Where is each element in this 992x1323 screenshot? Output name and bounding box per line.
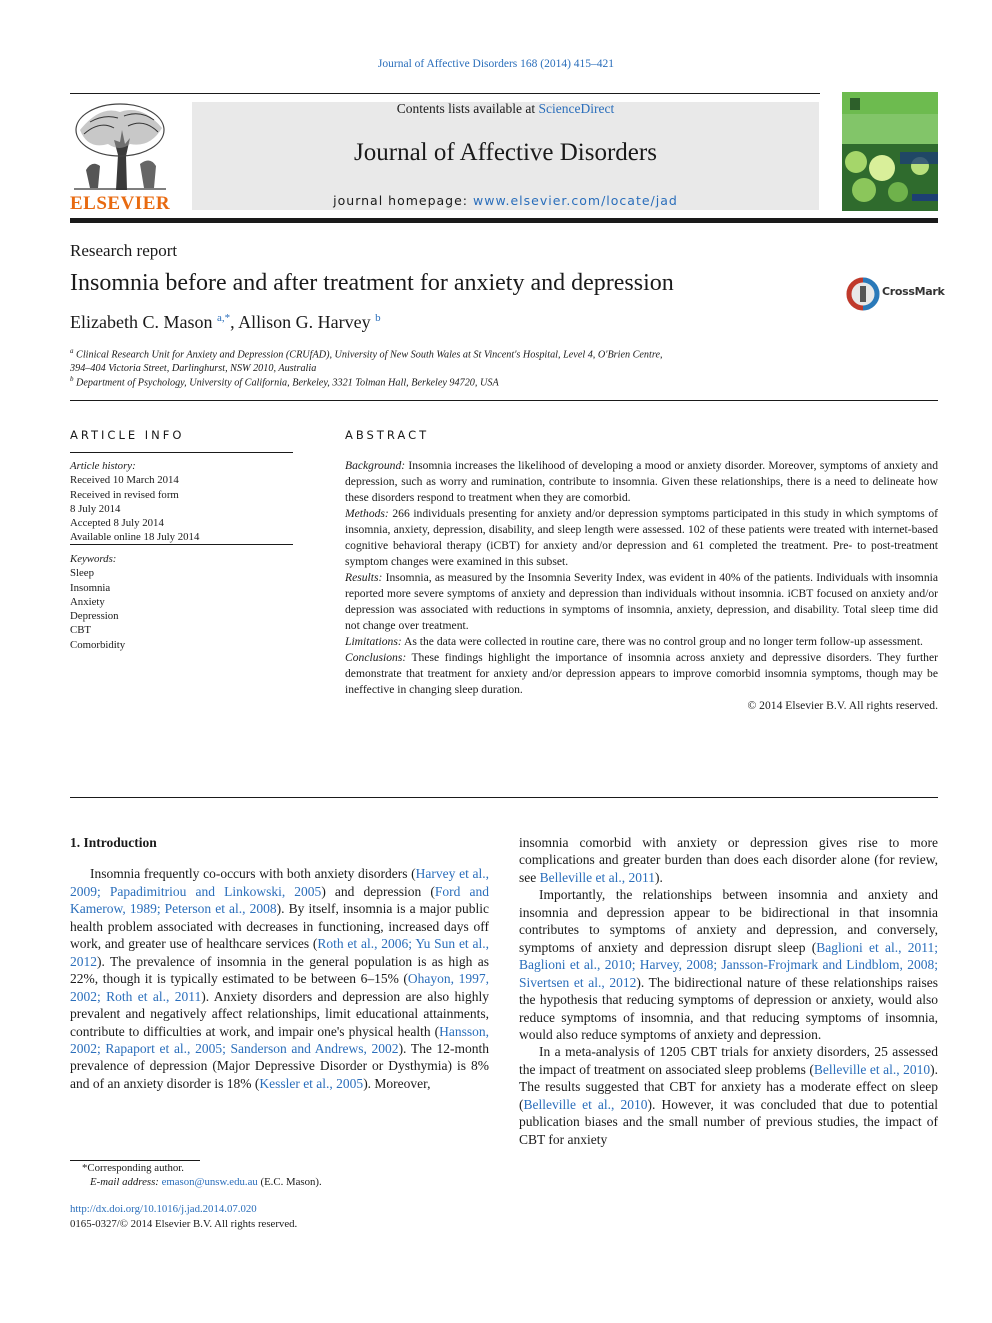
crossmark-icon bbox=[845, 276, 885, 312]
corresponding-author-text: Corresponding author. bbox=[87, 1162, 184, 1174]
citation-link[interactable]: Ford and Kamerow, 1989; Peterson et al., 2008 bbox=[70, 883, 489, 917]
citation-link[interactable]: Harvey et al., 2009; Papadimitriou and Linkowski, 2005 bbox=[70, 866, 489, 899]
citation-link[interactable]: Belleville et al., 2011 bbox=[539, 869, 655, 885]
paragraph-text: ). Anxiety disorders and depression are also highly prevalent and negatively affect relationships, limit educational attainments, contribute to difficulties at work, and impair one's physical health ( bbox=[70, 988, 489, 1039]
history-item: Received in revised form bbox=[70, 488, 179, 501]
abstract-section-text: Insomnia, as measured by the Insomnia Severity Index, was evident in 40% of the patients. Individuals with insomnia reported more severe symptoms of anxiety and depression than individuals without insomnia. iCBT focused on anxiety and/or depression was associated with reductions in symptoms of insomnia, anxiety, depression, and disability. Total sleep time did not change over treatment. bbox=[345, 570, 938, 632]
paragraph-text: In a meta-analysis of 1205 CBT trials for anxiety disorders, 25 assessed the impact of treatment on associated sleep problems ( bbox=[519, 1044, 938, 1077]
journal-title[interactable]: Journal of Affective Disorders bbox=[354, 139, 657, 166]
keyword: Comorbidity bbox=[70, 638, 126, 651]
paragraph-text: insomnia comorbid with anxiety or depression gives rise to more complications and greater burden than does each disorder alone (for review, see bbox=[519, 835, 938, 885]
paragraph-container bbox=[70, 865, 489, 1092]
citation-link[interactable]: Ohayon, 1997, 2002; Roth et al., 2011 bbox=[70, 971, 489, 1004]
abstract-section-text: As the data were collected in routine care, there was no control group and no longer term follow-up assessment. bbox=[403, 634, 923, 648]
email-owner: (E.C. Mason). bbox=[260, 1176, 322, 1188]
homepage-link[interactable]: www.elsevier.com/locate/jad bbox=[473, 193, 678, 208]
doi-link[interactable]: http://dx.doi.org/10.1016/j.jad.2014.07.020 bbox=[70, 1203, 257, 1215]
body-column-right bbox=[519, 834, 938, 1148]
paragraph-text: ). The bidirectional nature of these relationships raises the hypothesis that reducing symptoms of depression or anxiety, would also reduce symptoms of insomnia, and that reducing symptoms of insomnia, would also reduce symptoms of anxiety and depression. bbox=[519, 974, 938, 1042]
divider bbox=[70, 400, 938, 401]
history-item: Accepted 8 July 2014 bbox=[70, 517, 164, 530]
section-heading-introduction: 1. Introduction bbox=[70, 835, 157, 850]
corresponding-author-note bbox=[82, 1161, 184, 1176]
journal-cover-thumbnail[interactable] bbox=[842, 92, 938, 211]
paragraph-text: ). By itself, insomnia is a major public health problem associated with decreases in functioning, increased days off work, and greater use of healthcare services ( bbox=[70, 901, 489, 952]
homepage-line bbox=[192, 193, 819, 208]
keyword: CBT bbox=[70, 624, 91, 637]
paragraph-text: ). The prevalence of insomnia in the general population is as high as 22%, though it is typically estimated to be between 6–15% ( bbox=[70, 953, 489, 987]
abstract-section bbox=[345, 458, 938, 506]
contents-prefix: Contents lists available at bbox=[396, 101, 539, 116]
paragraph-text: Insomnia frequently co-occurs with both anxiety disorders ( bbox=[90, 866, 416, 882]
email-label: E-mail address: bbox=[90, 1176, 159, 1188]
keywords-label: Keywords: bbox=[70, 553, 117, 565]
abstract-section-text: Insomnia increases the likelihood of developing a mood or anxiety disorder. Moreover, symptoms of anxiety and depression, such as worry and rumination, contribute to insomnia. Given these relationships, there is a need to delineate how these disorders respond to treatment when they are comorbid. bbox=[345, 459, 938, 504]
crossmark-label[interactable]: CrossMark bbox=[882, 285, 945, 298]
citation-line[interactable]: Journal of Affective Disorders 168 (2014) 415–421 bbox=[377, 58, 615, 70]
paragraph-text: ) and depression ( bbox=[321, 883, 435, 899]
footnote-star: * bbox=[82, 1162, 88, 1174]
email-note bbox=[90, 1175, 322, 1190]
citation-link[interactable]: Roth et al., 2006; Yu Sun et al., 2012 bbox=[70, 936, 489, 969]
email-link[interactable]: emason@unsw.edu.au bbox=[161, 1176, 258, 1188]
affiliation-line: Clinical Research Unit for Anxiety and Depression (CRUfAD), University of New South Wales at St Vincent's Hospital, Level 4, O'Brien Centre, bbox=[76, 349, 663, 361]
body-paragraph bbox=[70, 865, 489, 1092]
abstract-section bbox=[345, 506, 938, 570]
keyword: Anxiety bbox=[70, 595, 105, 608]
abstract-section-label: Background: bbox=[345, 459, 406, 472]
author-affiliation-mark[interactable]: a,* bbox=[216, 312, 231, 324]
publisher-name[interactable]: ELSEVIER bbox=[70, 193, 171, 214]
paragraph-text: ). The results suggested that CBT for anxiety has a moderate effect on sleep ( bbox=[519, 1061, 938, 1112]
abstract-section-text: 266 individuals presenting for anxiety and/or depression symptoms participated in this study in which symptoms of insomnia, anxiety, depression, disability, and sleep length were assessed. 102 of these patients were treated with internet-based cognitive behavioral therapy (iCBT) for anxiety and/or depression and 61 completed the treatment. Pre- to post-treatment symptom changes were examined in this subset. bbox=[345, 506, 938, 568]
author-list bbox=[70, 312, 381, 333]
homepage-prefix: journal homepage: bbox=[333, 193, 473, 208]
affiliation-b bbox=[70, 372, 770, 390]
header-rule-thick bbox=[70, 218, 938, 223]
paragraph-text: Importantly, the relationships between insomnia and anxiety and insomnia and depression appear to be bidirectional in that insomnia contributes to symptoms of anxiety and depression, and conversely, symptoms of anxiety and depression disrupt sleep ( bbox=[519, 887, 938, 955]
abstract-section-label: Conclusions: bbox=[345, 650, 407, 664]
issn-copyright: 0165-0327/© 2014 Elsevier B.V. All rights reserved. bbox=[70, 1218, 298, 1230]
abstract-section-label: Methods: bbox=[345, 506, 389, 520]
article-title: Insomnia before and after treatment for anxiety and depression bbox=[70, 270, 674, 296]
keyword: Depression bbox=[70, 610, 119, 623]
abstract-section bbox=[345, 634, 938, 650]
body-paragraph bbox=[519, 834, 938, 886]
author-affiliation-mark[interactable]: b bbox=[375, 312, 381, 324]
history-item: Available online 18 July 2014 bbox=[70, 531, 200, 544]
article-type: Research report bbox=[70, 241, 178, 260]
affiliation-mark: b bbox=[70, 375, 74, 383]
history-item: Received 10 March 2014 bbox=[70, 474, 179, 487]
citation-link[interactable]: Kessler et al., 2005 bbox=[259, 1075, 364, 1091]
author-separator: , bbox=[230, 312, 239, 332]
history-item: 8 July 2014 bbox=[70, 502, 121, 515]
keywords bbox=[70, 552, 295, 652]
journal-banner-text bbox=[192, 0, 819, 220]
affiliation-line: Department of Psychology, University of California, Berkeley, 3321 Tolman Hall, Berkeley 94720, USA bbox=[76, 377, 499, 389]
author-name[interactable]: Elizabeth C. Mason bbox=[70, 312, 213, 332]
paragraph-text: ). However, it was concluded that due to potential publication biases and the small number of previous studies, the impact of CBT for anxiety bbox=[519, 1096, 938, 1147]
article-history-label: Article history: bbox=[70, 460, 136, 472]
abstract-copyright: © 2014 Elsevier B.V. All rights reserved. bbox=[747, 698, 938, 712]
paragraph-container bbox=[519, 834, 938, 1148]
paragraph-text: ). bbox=[654, 869, 663, 885]
abstract-section bbox=[345, 570, 938, 634]
citation-link[interactable]: Hansson, 2002; Rapaport et al., 2005; Sanderson and Andrews, 2002 bbox=[70, 1023, 489, 1056]
article-info-heading: ARTICLE INFO bbox=[70, 428, 185, 442]
abstract-body bbox=[345, 458, 938, 714]
affiliation-line: 394–404 Victoria Street, Darlinghurst, NSW 2010, Australia bbox=[70, 363, 317, 375]
body-paragraph bbox=[519, 1043, 938, 1148]
divider bbox=[70, 544, 293, 545]
article-history bbox=[70, 459, 295, 545]
divider bbox=[70, 797, 938, 798]
abstract-section-label: Limitations: bbox=[345, 634, 402, 648]
citation-link[interactable]: Baglioni et al., 2011; Baglioni et al., 2010; Harvey, 2008; Jansson-Frojmark and Lindblom, 2008; Sivertsen et al., 2012 bbox=[519, 939, 938, 990]
citation-link[interactable]: Belleville et al., 2010 bbox=[523, 1096, 648, 1112]
divider bbox=[70, 452, 293, 453]
sciencedirect-link[interactable]: ScienceDirect bbox=[538, 101, 615, 116]
author-name[interactable]: Allison G. Harvey bbox=[238, 312, 371, 332]
paragraph-text: ). The 12-month prevalence of depression (Major Depressive Disorder or Dysthymia) is 8% and of an anxiety disorder is 18% ( bbox=[70, 1040, 489, 1091]
citation-link[interactable]: Belleville et al., 2010 bbox=[813, 1061, 931, 1077]
body-paragraph bbox=[519, 886, 938, 1043]
body-column-left bbox=[70, 834, 489, 1092]
keyword: Sleep bbox=[70, 567, 94, 580]
abstract-section bbox=[345, 650, 938, 698]
contents-line bbox=[192, 101, 819, 117]
abstract-section-label: Results: bbox=[345, 570, 383, 584]
keyword: Insomnia bbox=[70, 581, 111, 594]
abstract-section-text: These findings highlight the importance of insomnia across anxiety and depressive disorders. They further demonstrate that treatment for anxiety and/or depression appears to improve comorbid insomnia symptoms, though may be ineffective in changing sleep duration. bbox=[345, 650, 938, 696]
abstract-heading: ABSTRACT bbox=[345, 428, 430, 442]
affiliation-mark: a bbox=[70, 347, 74, 355]
paragraph-text: ). Moreover, bbox=[363, 1075, 431, 1091]
